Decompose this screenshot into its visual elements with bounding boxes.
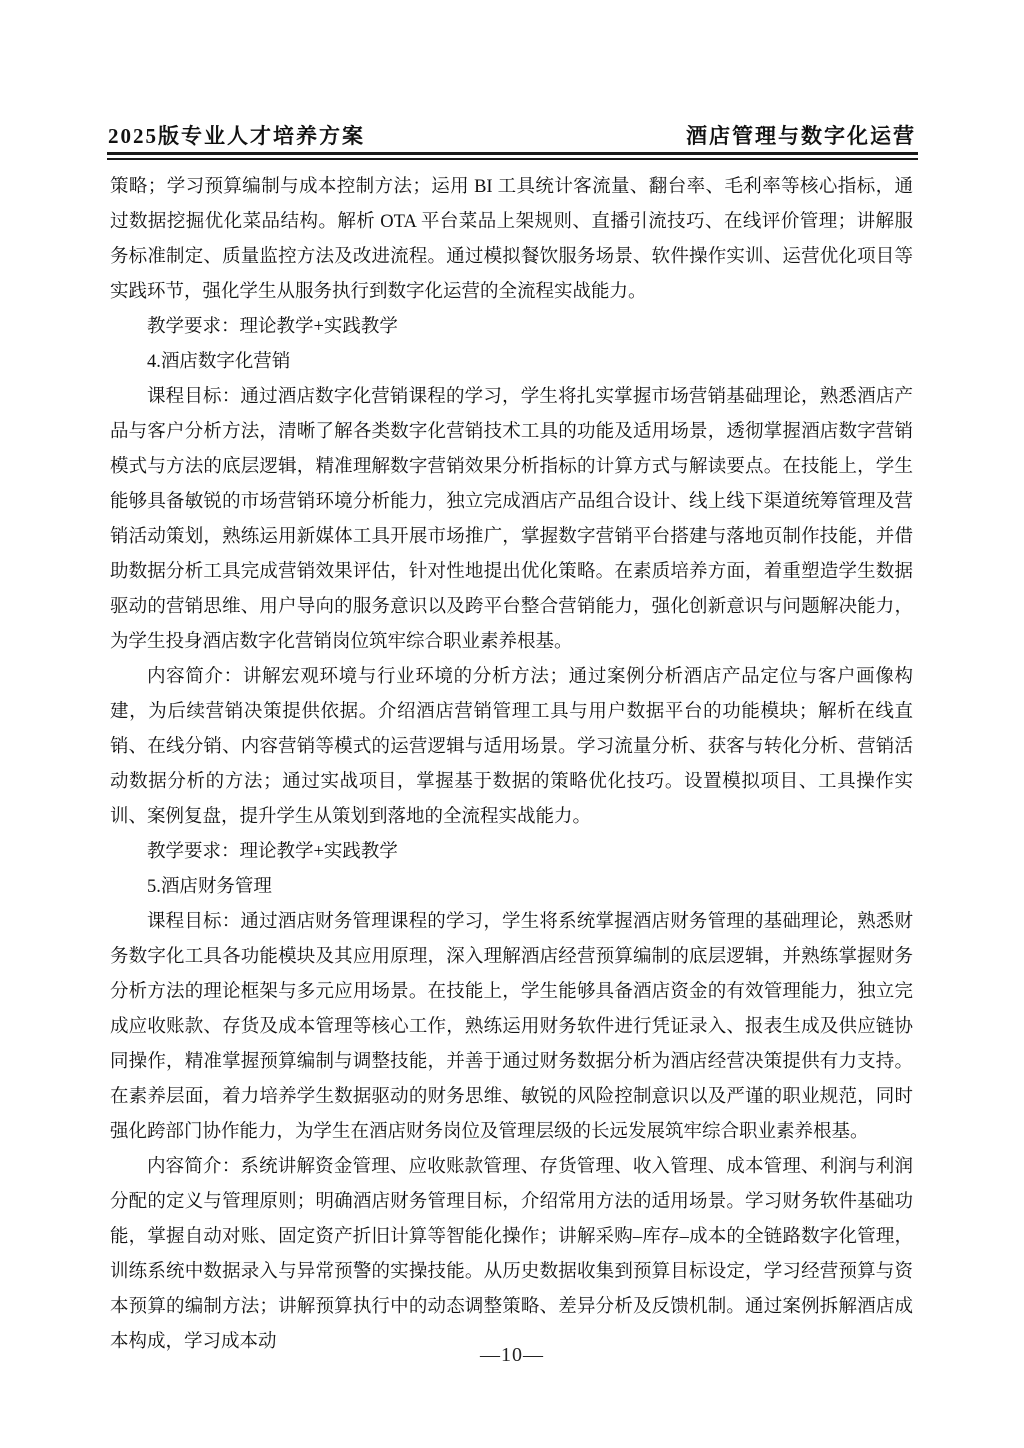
paragraph-course-4-content-intro: 内容简介：讲解宏观环境与行业环境的分析方法；通过案例分析酒店产品定位与客户画像构建，为后续营销决策提供依据。介绍酒店营销管理工具与用户数据平台的功能模块；解析在线直销、在线分销、内容营销等模式的运营逻辑与适用场景。学习流量分析、获客与转化分析、营销活动数据分析的方法；通过实战项目，掌握基于数据的策略优化技巧。设置模拟项目、工具操作实训、案例复盘，提升学生从策划到落地的全流程实战能力。: [110, 667, 913, 827]
paragraph-course-4-objectives: 课程目标：通过酒店数字化营销课程的学习，学生将扎实掌握市场营销基础理论，熟悉酒店产品与客户分析方法，清晰了解各类数字化营销技术工具的功能及适用场景，透彻掌握酒店数字营销模式与方法的底层逻辑，精准理解数字营销效果分析指标的计算方式与解读要点。在技能上，学生能够具备敏锐的市场营销环境分析能力，独立完成酒店产品组合设计、线上线下渠道统筹管理及营销活动策划，熟练运用新媒体工具开展市场推广，掌握数字营销平台搭建与落地页制作技能，并借助数据分析工具完成营销效果评估，针对性地提出优化策略。在素质培养方面，着重塑造学生数据驱动的营销思维、用户导向的服务意识以及跨平台整合营销能力，强化创新意识与问题解决能力，为学生投身酒店数字化营销岗位筑牢综合职业素养根基。: [110, 387, 913, 652]
page-number: —10—: [480, 1344, 544, 1366]
page-header: [108, 120, 916, 150]
paragraph-course-5-content-intro: 内容简介：系统讲解资金管理、应收账款管理、存货管理、收入管理、成本管理、利润与利润分配的定义与管理原则；明确酒店财务管理目标，介绍常用方法的适用场景。学习财务软件基础功能，掌握自动对账、固定资产折旧计算等智能化操作；讲解采购–库存–成本的全链路数字化管理，训练系统中数据录入与异常预警的实操技能。从历史数据收集到预算目标设定，学习经营预算与资本预算的编制方法；讲解预算执行中的动态调整策略、差异分析及反馈机制。通过案例拆解酒店成本构成，学习成本动: [110, 1157, 913, 1352]
header-double-rule: [107, 152, 918, 160]
header-title-right: 酒店管理与数字化运营: [686, 124, 916, 148]
heading-course-5-hotel-financial-management: 5.酒店财务管理: [147, 877, 272, 897]
document-body: [110, 170, 913, 1360]
paragraph-teaching-requirement-course3: 教学要求：理论教学+实践教学: [147, 317, 398, 337]
heading-course-4-hotel-digital-marketing: 4.酒店数字化营销: [147, 352, 291, 372]
paragraph-teaching-requirement-course4: 教学要求：理论教学+实践教学: [147, 842, 398, 862]
header-title-left: 2025版专业人才培养方案: [108, 124, 365, 148]
page-footer: [0, 1344, 1024, 1367]
paragraph-restaurant-content-continuation: 策略；学习预算编制与成本控制方法；运用 BI 工具统计客流量、翻台率、毛利率等核心指标，通过数据挖掘优化菜品结构。解析 OTA 平台菜品上架规则、直播引流技巧、在线评价管理；讲解服务标准制定、质量监控方法及改进流程。通过模拟餐饮服务场景、软件操作实训、运营优化项目等实践环节，强化学生从服务执行到数字化运营的全流程实战能力。: [110, 177, 913, 302]
paragraph-course-5-objectives: 课程目标：通过酒店财务管理课程的学习，学生将系统掌握酒店财务管理的基础理论，熟悉财务数字化工具各功能模块及其应用原理，深入理解酒店经营预算编制的底层逻辑，并熟练掌握财务分析方法的理论框架与多元应用场景。在技能上，学生能够具备酒店资金的有效管理能力，独立完成应收账款、存货及成本管理等核心工作，熟练运用财务软件进行凭证录入、报表生成及供应链协同操作，精准掌握预算编制与调整技能，并善于通过财务数据分析为酒店经营决策提供有力支持。在素养层面，着力培养学生数据驱动的财务思维、敏锐的风险控制意识以及严谨的职业规范，同时强化跨部门协作能力，为学生在酒店财务岗位及管理层级的长远发展筑牢综合职业素养根基。: [110, 912, 913, 1142]
